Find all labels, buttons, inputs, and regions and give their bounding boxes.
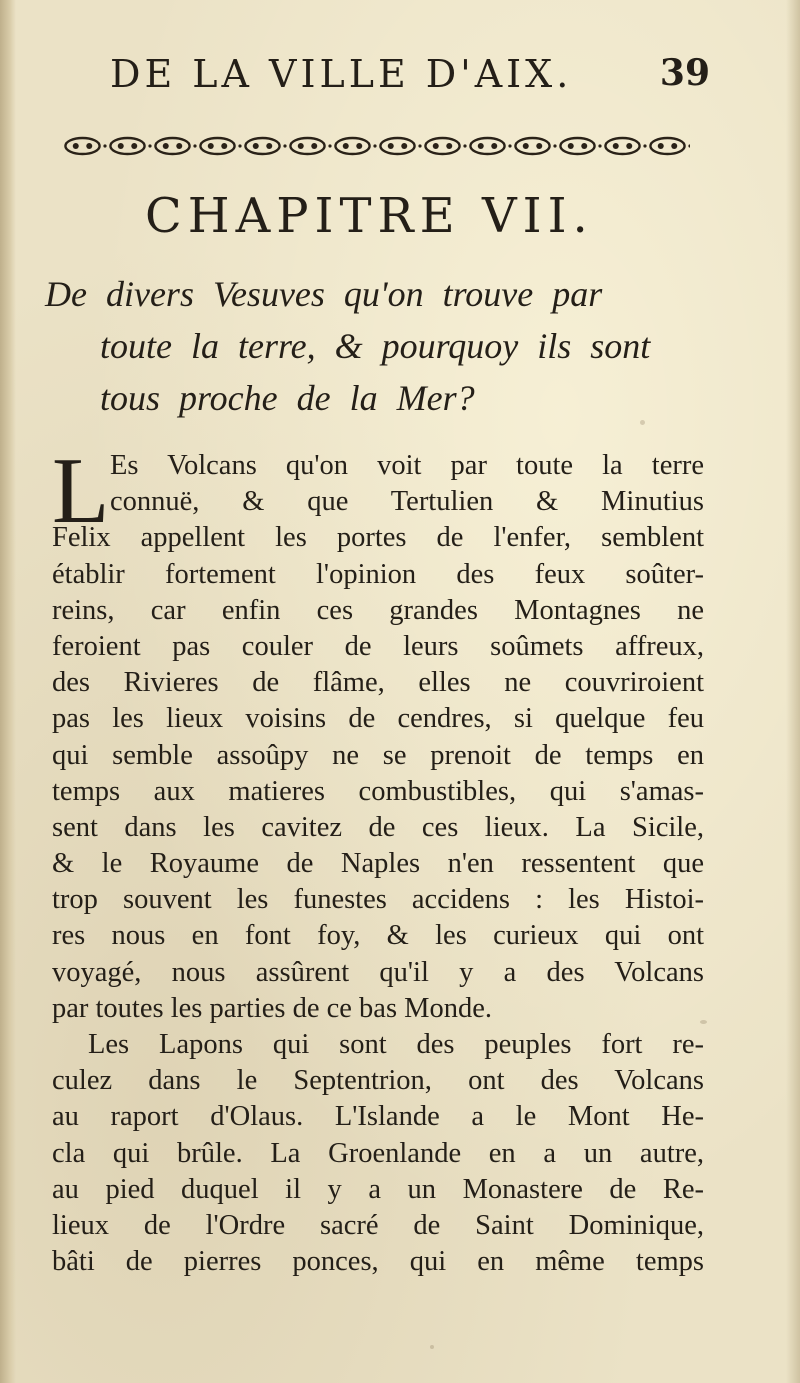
paper-speck bbox=[430, 1345, 434, 1349]
fleuron-glyph bbox=[560, 138, 601, 154]
fleuron-glyph bbox=[605, 138, 646, 154]
text-line: au raport d'Olaus. L'Islande a le Mont He- bbox=[52, 1101, 704, 1133]
text-line: Felix appellent les portes de l'enfer, semblent bbox=[52, 522, 704, 554]
text-line: reins, car enfin ces grandes Montagnes ne bbox=[52, 594, 704, 626]
text-line: des Rivieres de flâme, elles ne couvriroient bbox=[52, 667, 704, 699]
fleuron-glyph bbox=[470, 138, 511, 154]
page-number: 39 bbox=[659, 52, 710, 94]
text-line: qui semble assoûpy ne se prenoit de temps en bbox=[52, 739, 704, 771]
paper-speck bbox=[700, 1020, 707, 1024]
fleuron-glyph bbox=[200, 138, 241, 154]
fleuron-band-icon bbox=[60, 133, 690, 159]
fleuron-glyph bbox=[290, 138, 331, 154]
text-line: feroient pas couler de leurs soûmets affreux, bbox=[52, 630, 704, 662]
chapter-heading: CHAPITRE VII. bbox=[145, 188, 594, 244]
running-title: DE LA VILLE D'AIX. bbox=[110, 52, 573, 96]
chapter-title bbox=[45, 268, 710, 424]
text-line: & le Royaume de Naples n'en ressentent que bbox=[52, 848, 704, 880]
text-line: res nous en font foy, & les curieux qui ont bbox=[52, 920, 704, 952]
text-line: établir fortement l'opinion des feux soûter- bbox=[52, 558, 704, 590]
text-line: trop souvent les funestes accidens : les Histoi- bbox=[52, 884, 704, 916]
text-line: Les Lapons qui sont des peuples fort re- bbox=[88, 1029, 704, 1060]
text-line: Es Volcans qu'on voit par toute la terre bbox=[110, 450, 704, 481]
fleuron-glyph bbox=[425, 138, 466, 154]
chapter-title-line: toute la terre, & pourquoy ils sont bbox=[100, 326, 651, 366]
text-line: sent dans les cavitez de ces lieux. La Sicile, bbox=[52, 811, 704, 843]
fleuron-glyph bbox=[335, 138, 376, 154]
chapter-title-line: De divers Vesuves qu'on trouve par bbox=[45, 274, 603, 314]
text-line: par toutes les parties de ce bas Monde. bbox=[52, 992, 493, 1024]
text-line: cla qui brûle. La Groenlande en a un autre, bbox=[52, 1137, 704, 1169]
fleuron-glyph bbox=[110, 138, 151, 154]
text-line: lieux de l'Ordre sacré de Saint Dominique, bbox=[52, 1209, 704, 1241]
body-text bbox=[52, 439, 704, 1280]
text-line: culez dans le Septentrion, ont des Volcans bbox=[52, 1065, 704, 1097]
text-line: au pied duquel il y a un Monastere de Re- bbox=[52, 1173, 704, 1205]
running-head bbox=[110, 52, 710, 96]
fleuron-glyph bbox=[65, 138, 106, 154]
fleuron-glyph bbox=[515, 138, 556, 154]
page-edge-shadow bbox=[786, 0, 800, 1383]
text-line: pas les lieux voisins de cendres, si quelque feu bbox=[52, 703, 704, 735]
text-line: voyagé, nous assûrent qu'il y a des Volcans bbox=[52, 956, 704, 988]
text-line: temps aux matieres combustibles, qui s'amas- bbox=[52, 775, 704, 807]
chapter-title-line: tous proche de la Mer? bbox=[100, 378, 475, 418]
fleuron-glyph bbox=[155, 138, 196, 154]
text-line: connuë, & que Tertulien & Minutius bbox=[110, 486, 704, 518]
fleuron-glyph bbox=[245, 138, 286, 154]
page-gutter-shadow bbox=[0, 0, 16, 1383]
fleuron-glyph bbox=[650, 138, 690, 154]
paper-speck bbox=[640, 420, 645, 425]
text-line: bâti de pierres ponces, qui en même temps bbox=[52, 1246, 704, 1278]
drop-cap: L bbox=[52, 439, 110, 543]
fleuron-glyph bbox=[380, 138, 421, 154]
